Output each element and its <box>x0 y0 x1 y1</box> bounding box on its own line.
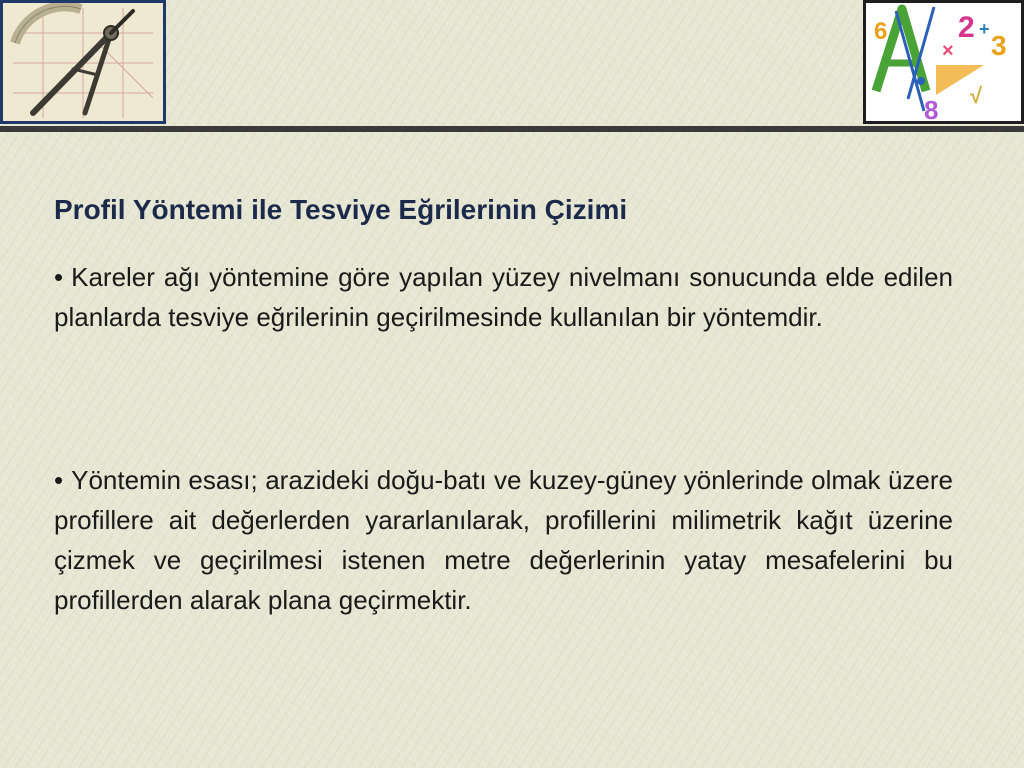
slide-title: Profil Yöntemi ile Tesviye Eğrilerinin Çizimi <box>54 194 628 225</box>
math-digit-2: 2 <box>958 11 975 44</box>
compass-drafting-icon <box>0 0 166 124</box>
bullet-marker: • <box>54 262 64 292</box>
math-symbols-icon <box>863 0 1024 124</box>
bullet-paragraph <box>54 257 953 337</box>
math-times: × <box>942 40 954 62</box>
bullet-paragraph <box>54 460 953 620</box>
math-root: √ <box>970 83 983 108</box>
math-digit-8: 8 <box>924 95 939 121</box>
bullet-text: Yöntemin esası; arazideki doğu-batı ve kuzey-güney yönlerinde olmak üzere profillere ait değerlerden yararlanılarak, profillerini milimetrik kağıt üzerine çizmek ve geçirilmesi istenen metre değerlerinin yatay mesafelerini bu profillerden alarak plana geçirmektir. <box>54 465 953 615</box>
math-digit-3: 3 <box>991 30 1007 61</box>
math-symbols-illustration <box>866 3 1021 121</box>
bullet-text: Kareler ağı yöntemine göre yapılan yüzey nivelmanı sonucunda elde edilen planlarda tesviye eğrilerinin geçirilmesinde kullanılan bir yöntemdir. <box>54 262 953 332</box>
math-plus: + <box>979 19 990 39</box>
bullet-marker: • <box>54 465 64 495</box>
compass-illustration <box>3 3 163 121</box>
header-band <box>0 0 1024 126</box>
header-divider <box>0 126 1024 132</box>
math-digit-6: 6 <box>874 18 888 45</box>
